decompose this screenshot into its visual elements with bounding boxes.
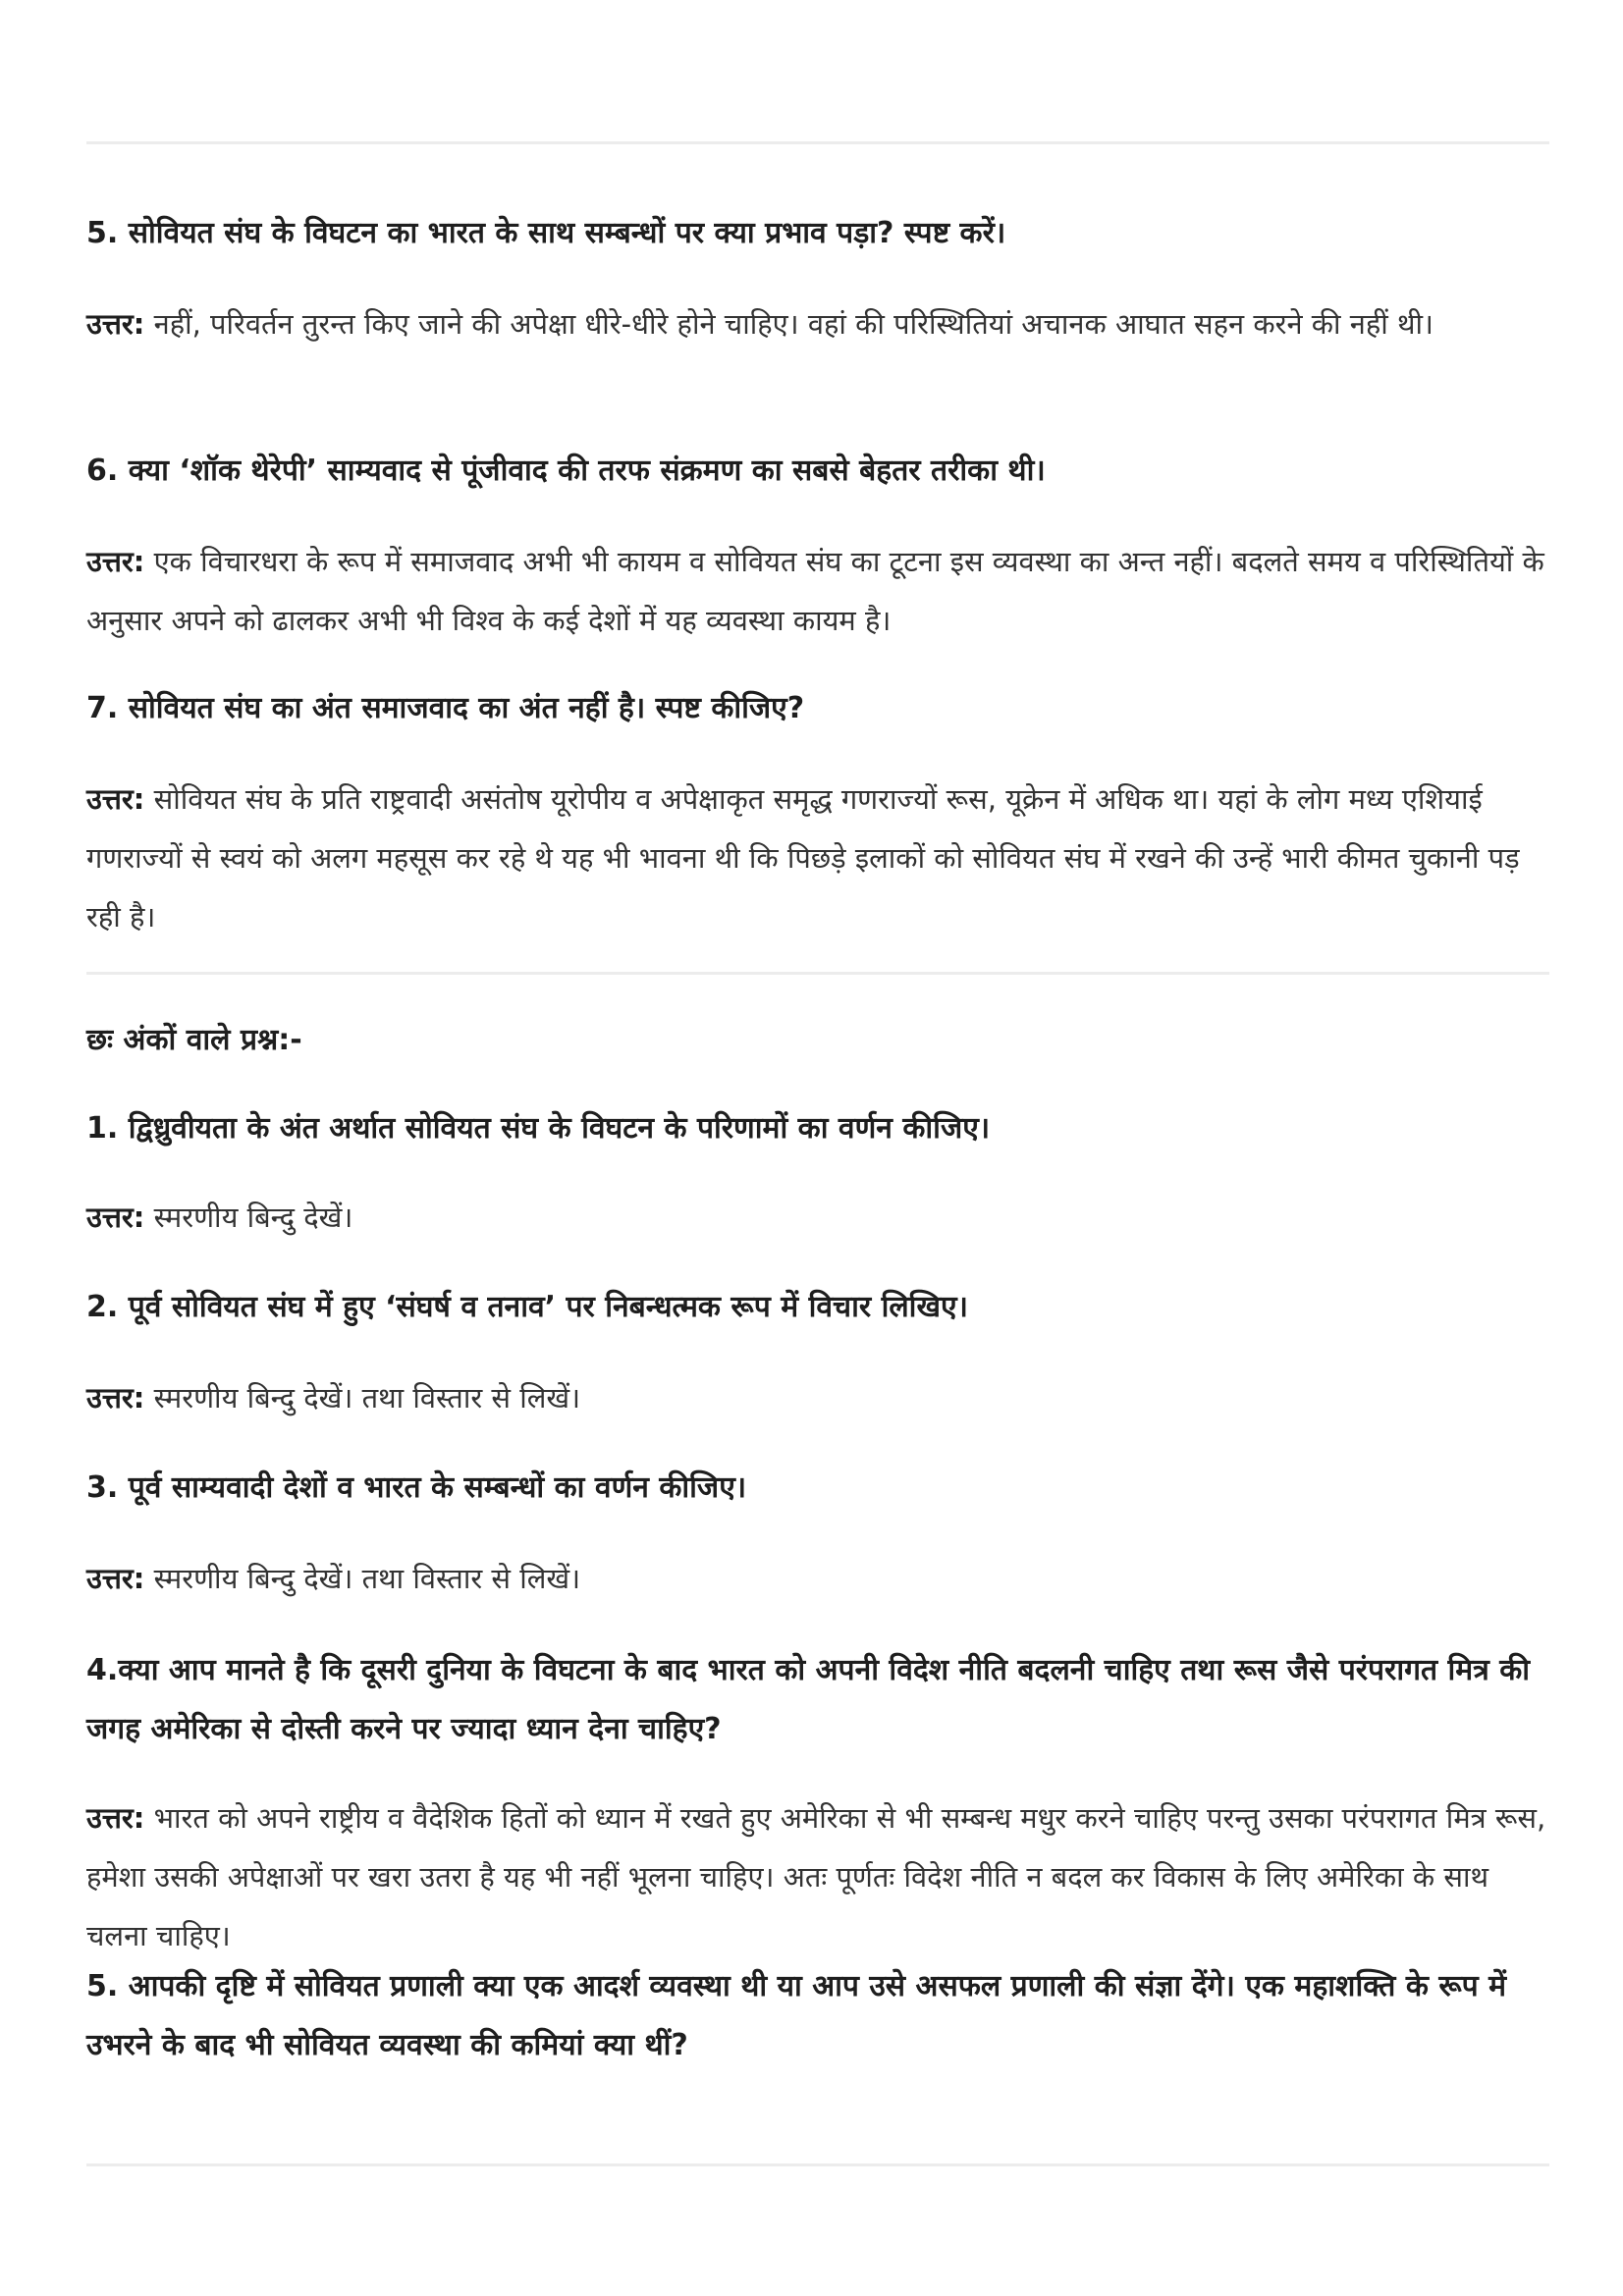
answer-text: भारत को अपने राष्ट्रीय व वैदेशिक हितों को ध्यान में रखते हुए अमेरिका से भी सम्बन्ध मधुर करने चाहिए परन्तु उसका परंपरागत मित्र रूस, हमेशा उसकी अपेक्षाओं पर खरा उतरा है यह भी नहीं भूलना चाहिए। अतः पूर्णतः विदेश नीति न बदल कर विकास के लिए अमेरिका के साथ चलना चाहिए। [86,1801,1546,1952]
question-6: 6. क्या ‘शॉक थेरेपी’ साम्यवाद से पूंजीवाद की तरफ संक्रमण का सबसे बेहतर तरीका थी। [86,454,1046,488]
answer-label: उत्तर: [86,1381,145,1415]
question-5b: 5. आपकी दृष्टि में सोवियत प्रणाली क्या एक आदर्श व्यवस्था थी या आप उसे असफल प्रणाली की संज्ञा देंगे। एक महाशक्ति के रूप में उभरने के बाद भी सोवियत व्यवस्था की कमियां क्या थीं? [86,1969,1507,2062]
question-2: 2. पूर्व सोवियत संघ में हुए ‘संघर्ष व तनाव’ पर निबन्धत्मक रूप में विचार लिखिए। [86,1290,968,1324]
section-heading: छः अंकों वाले प्रश्न:- [86,1023,302,1057]
question-1: 1. द्विध्रुवीयता के अंत अर्थात सोवियत संघ के विघटन के परिणामों का वर्णन कीजिए। [86,1111,991,1146]
section-divider [86,972,1549,975]
answer-text: स्मरणीय बिन्दु देखें। तथा विस्तार से लिखें। [144,1562,581,1595]
answer-label: उत्तर: [86,545,145,578]
answer-text: स्मरणीय बिन्दु देखें। [144,1201,353,1234]
answer-text: सोवियत संघ के प्रति राष्ट्रवादी असंतोष यूरोपीय व अपेक्षाकृत समृद्ध गणराज्यों रूस, यूक्रेन में अधिक था। यहां के लोग मध्य एशियाई गणराज्यों से स्वयं को अलग महसूस कर रहे थे यह भी भावना थी कि पिछड़े इलाकों को सोवियत संघ में रखने की उन्हें भारी कीमत चुकानी पड़ रही है। [86,782,1520,934]
answer-label: उत्तर: [86,1201,145,1234]
answer-label: उत्तर: [86,307,145,341]
answer-5 [86,294,1549,353]
answer-7 [86,770,1549,946]
answer-label: उत्तर: [86,1562,145,1595]
question-3: 3. पूर्व साम्यवादी देशों व भारत के सम्बन्धों का वर्णन कीजिए। [86,1470,747,1505]
bottom-divider [86,2163,1549,2166]
answer-1 [86,1188,1549,1247]
top-divider [86,141,1549,144]
answer-text: एक विचारधरा के रूप में समाजवाद अभी भी कायम व सोवियत संघ का टूटना इस व्यवस्था का अन्त नहीं। बदलते समय व परिस्थितियों के अनुसार अपने को ढालकर अभी भी विश्व के कई देशों में यह व्यवस्था कायम है। [86,545,1544,637]
question-5: 5. सोवियत संघ के विघटन का भारत के साथ सम्बन्धों पर क्या प्रभाव पड़ा? स्पष्ट करें। [86,216,1006,250]
question-7: 7. सोवियत संघ का अंत समाजवाद का अंत नहीं है। स्पष्ट कीजिए? [86,691,805,725]
question-4: 4.क्या आप मानते है कि दूसरी दुनिया के विघटना के बाद भारत को अपनी विदेश नीति बदलनी चाहिए तथा रूस जैसे परंपरागत मित्र की जगह अमेरिका से दोस्ती करने पर ज्यादा ध्यान देना चाहिए? [86,1653,1531,1746]
answer-2 [86,1368,1549,1427]
answer-text: स्मरणीय बिन्दु देखें। तथा विस्तार से लिखें। [144,1381,581,1415]
answer-3 [86,1549,1549,1608]
answer-text: नहीं, परिवर्तन तुरन्त किए जाने की अपेक्षा धीरे-धीरे होने चाहिए। वहां की परिस्थितियां अचानक आघात सहन करने की नहीं थी। [144,307,1434,341]
answer-label: उत्तर: [86,782,145,816]
answer-4 [86,1789,1549,1965]
answer-label: उत्तर: [86,1801,145,1835]
answer-6 [86,532,1549,650]
